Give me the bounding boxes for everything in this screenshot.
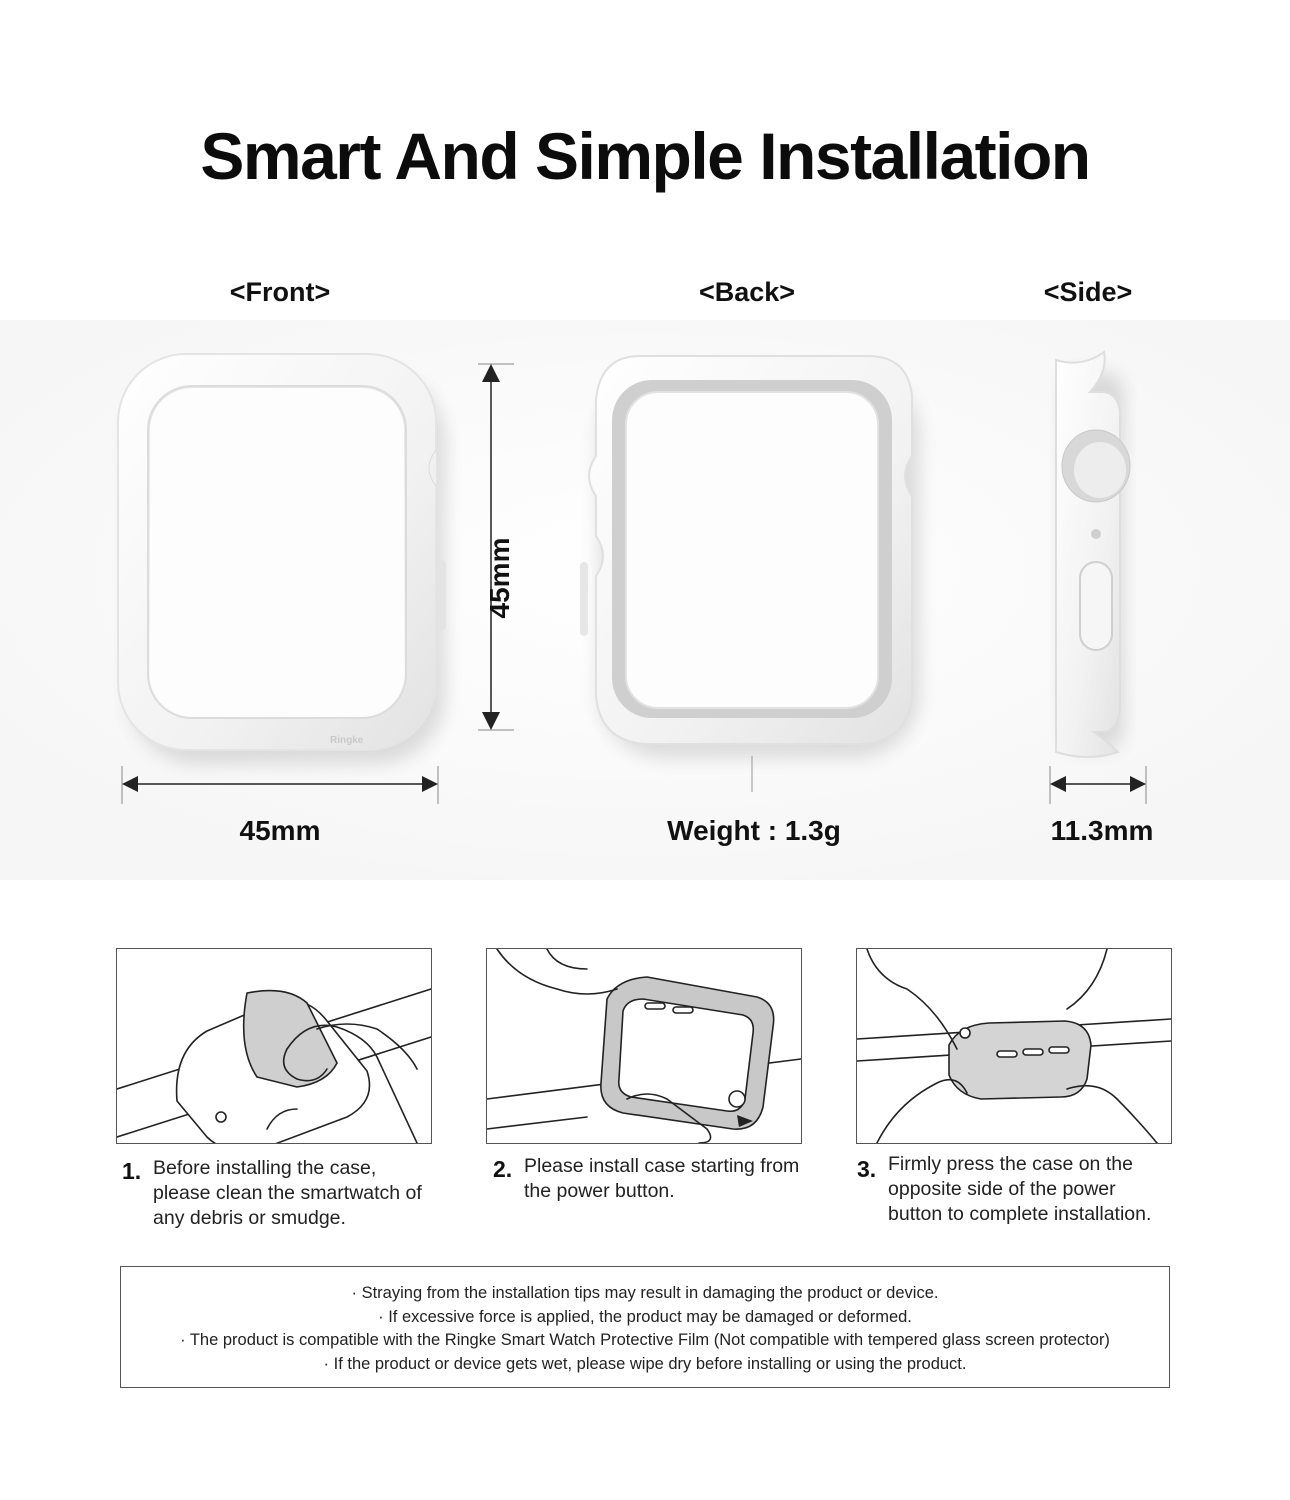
step-2-text — [524, 1154, 814, 1204]
height-dimension-label: 45mm — [484, 537, 515, 619]
back-view-label: <Back> — [698, 277, 796, 307]
step-3-text — [888, 1152, 1188, 1227]
step-2-line-1: Please install case starting from — [524, 1155, 800, 1177]
step-2-illustration — [486, 948, 802, 1144]
step-2-number: 2. — [493, 1156, 513, 1182]
front-view-label: <Front> — [229, 277, 331, 307]
front-brand-mark: Ringke — [330, 735, 364, 746]
note-line: · If the product or device gets wet, please wipe dry before installing or using the product. — [323, 1354, 967, 1373]
side-view-label: <Side> — [1043, 277, 1133, 307]
caution-notes-box — [120, 1266, 1170, 1388]
front-case — [118, 354, 446, 764]
page-title: Smart And Simple Installation — [200, 119, 1090, 193]
step-2-line-2: the power button. — [524, 1180, 675, 1202]
weight-label: Weight : 1.3g — [667, 815, 841, 846]
back-case — [580, 356, 920, 758]
note-line: · Straying from the installation tips may result in damaging the product or device. — [351, 1284, 939, 1302]
step-3-line-3: button to complete installation. — [888, 1203, 1152, 1225]
step-3-illustration — [856, 948, 1172, 1144]
step-1-number: 1. — [122, 1158, 142, 1184]
step-3-number: 3. — [857, 1156, 877, 1182]
side-thickness-label: 11.3mm — [1050, 815, 1154, 846]
step-1-line-1: Before installing the case, — [153, 1157, 377, 1179]
step-1-text — [153, 1156, 433, 1231]
step-3-line-1: Firmly press the case on the — [888, 1153, 1133, 1175]
step-3-line-2: opposite side of the power — [888, 1178, 1116, 1200]
product-views-illustration — [0, 320, 1290, 880]
width-dimension-label: 45mm — [239, 815, 321, 846]
side-case — [1056, 352, 1130, 757]
step-1-line-3: any debris or smudge. — [153, 1207, 346, 1229]
note-line: · If excessive force is applied, the product may be damaged or deformed. — [378, 1307, 912, 1326]
step-1-illustration — [116, 948, 432, 1144]
note-line: · The product is compatible with the Ringke Smart Watch Protective Film (Not compatible with tempered glass screen protector) — [180, 1331, 1110, 1349]
step-1-line-2: please clean the smartwatch of — [153, 1182, 422, 1204]
